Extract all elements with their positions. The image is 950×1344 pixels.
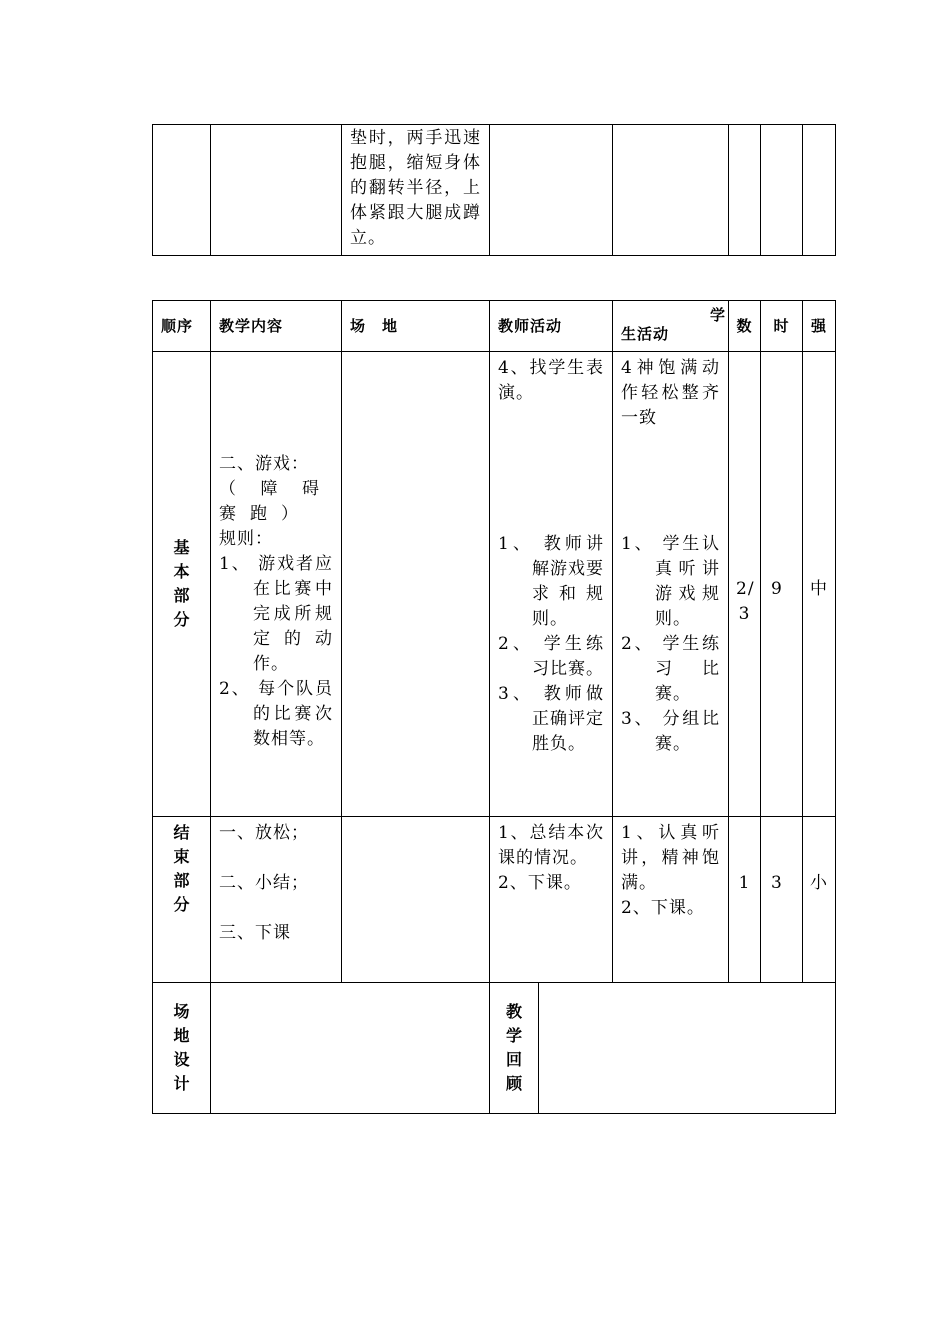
t1-cell-count <box>729 125 761 256</box>
basic-row <box>153 352 836 817</box>
t1-cell-time <box>761 125 803 256</box>
review-area <box>539 983 836 1114</box>
basic-student-1: 1、 学生认真听讲游戏规则。 <box>621 534 721 629</box>
t1-cell-student <box>613 125 729 256</box>
t1-cell-order <box>153 125 211 256</box>
end-count-cell <box>729 817 761 983</box>
basic-venue-cell <box>342 352 490 817</box>
basic-intensity-cell <box>803 352 836 817</box>
basic-teacher-2: 2、 学生练习比赛。 <box>498 634 605 679</box>
basic-teacher-top: 4、找学生表演。 <box>498 358 605 403</box>
continuation-table <box>152 124 836 256</box>
basic-teacher-1: 1、 教师讲解游戏要求和规则。 <box>498 534 605 629</box>
end-venue-cell <box>342 817 490 983</box>
end-label: 结束部分 <box>173 823 191 914</box>
header-order: 顺序 <box>153 301 211 352</box>
basic-teacher-cell <box>490 352 613 817</box>
basic-time: 9 <box>771 579 783 599</box>
basic-count: 2/3 <box>736 579 755 624</box>
basic-intensity: 中 <box>810 579 829 599</box>
basic-content-line2: （障碍赛跑） <box>219 479 333 524</box>
review-label-cell <box>490 983 539 1114</box>
header-student <box>613 301 729 352</box>
design-area <box>211 983 490 1114</box>
design-label: 场地设计 <box>173 1002 191 1093</box>
header-row <box>153 301 836 352</box>
footer-row <box>153 983 836 1114</box>
basic-content-line1: 二、游戏： <box>219 454 309 474</box>
header-student-part-a: 学 <box>710 306 727 324</box>
end-content-3: 三、下课 <box>219 923 291 943</box>
t1-cell-venue <box>342 125 490 256</box>
end-intensity: 小 <box>810 873 829 893</box>
header-time: 时 <box>761 301 803 352</box>
basic-rule-2: 2、 每个队员的比赛次数相等。 <box>219 679 333 749</box>
end-student-2: 2、下课。 <box>621 898 705 918</box>
end-teacher-1: 1、总结本次课的情况。 <box>498 823 605 868</box>
basic-student-top: 4神饱满动作轻松整齐一致 <box>621 358 721 428</box>
basic-label-cell <box>153 352 211 817</box>
end-label-cell <box>153 817 211 983</box>
basic-rule-1: 1、 游戏者应在比赛中完成所规定的动作。 <box>219 554 333 674</box>
basic-time-cell <box>761 352 803 817</box>
basic-content-cell <box>211 352 342 817</box>
end-teacher-2: 2、下课。 <box>498 873 582 893</box>
header-venue: 场 地 <box>342 301 490 352</box>
header-count: 数 <box>729 301 761 352</box>
end-time-cell <box>761 817 803 983</box>
t1-cell-content <box>211 125 342 256</box>
t1-cell-teacher <box>490 125 613 256</box>
end-time: 3 <box>771 873 783 893</box>
basic-content-line3: 规则： <box>219 529 273 549</box>
end-content-cell <box>211 817 342 983</box>
header-content: 教学内容 <box>211 301 342 352</box>
basic-student-cell <box>613 352 729 817</box>
basic-count-cell <box>729 352 761 817</box>
end-intensity-cell <box>803 817 836 983</box>
basic-label: 基本部分 <box>173 538 191 629</box>
t1-cell-intensity <box>803 125 836 256</box>
t1-venue-text: 垫时，两手迅速抱腿，缩短身体的翻转半径，上体紧跟大腿成蹲立。 <box>350 128 481 248</box>
basic-student-3: 3、 分组比赛。 <box>621 709 721 754</box>
end-student-cell <box>613 817 729 983</box>
review-label: 教学回顾 <box>506 1002 524 1093</box>
end-content-2: 二、小结； <box>219 873 309 893</box>
header-student-part-b: 生活动 <box>621 325 670 343</box>
end-teacher-cell <box>490 817 613 983</box>
design-label-cell <box>153 983 211 1114</box>
end-row <box>153 817 836 983</box>
end-student-1: 1、认真听讲，精神饱满。 <box>621 823 721 893</box>
lesson-plan-table <box>152 300 836 1114</box>
basic-student-2: 2、 学生练习 比赛。 <box>621 634 721 704</box>
header-intensity: 强 <box>803 301 836 352</box>
end-content-1: 一、放松； <box>219 823 309 843</box>
basic-teacher-3: 3、 教师做正确评定胜负。 <box>498 684 605 754</box>
end-count: 1 <box>738 873 751 893</box>
header-teacher: 教师活动 <box>490 301 613 352</box>
